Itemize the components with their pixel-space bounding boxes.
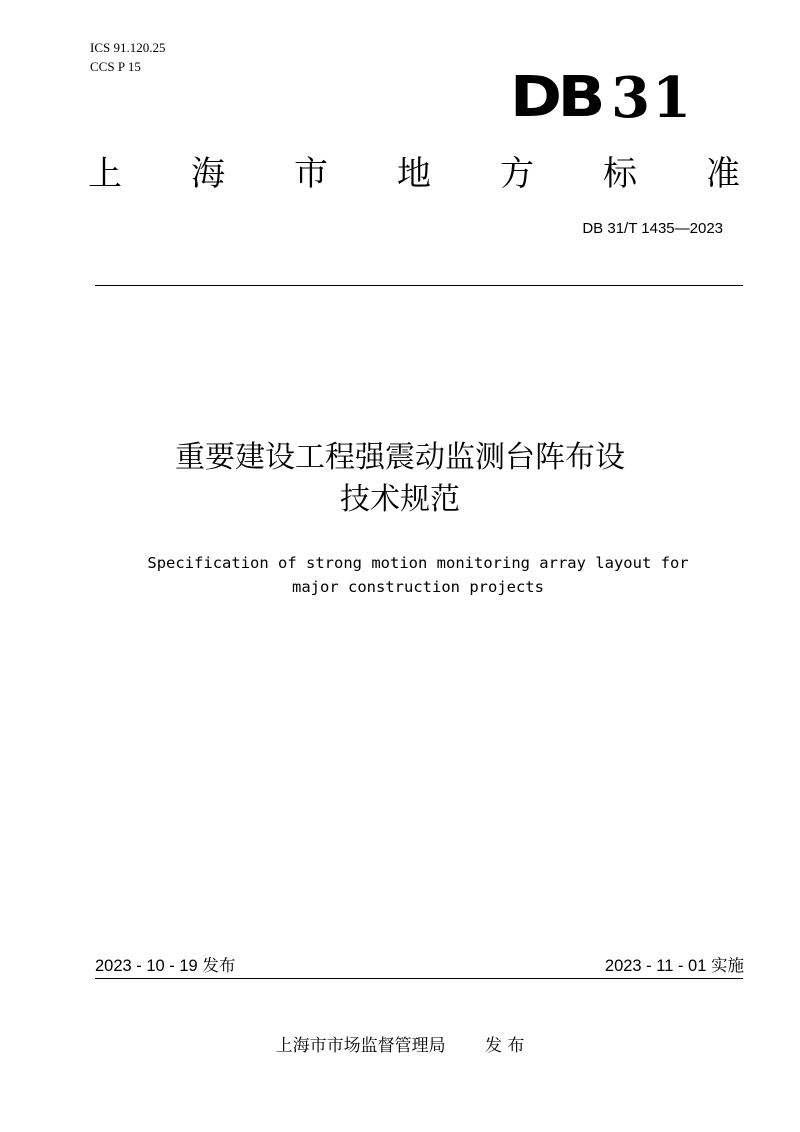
publish-label: 发 布 <box>485 1036 525 1056</box>
standard-type-char: 海 <box>191 154 225 194</box>
db31-logo <box>510 66 693 130</box>
bottom-divider <box>95 978 743 979</box>
top-divider <box>95 285 743 286</box>
standard-type-char: 上 <box>88 154 122 194</box>
standard-type-heading <box>88 150 740 198</box>
logo-digits: 31 <box>611 65 694 131</box>
title-line-1: 重要建设工程强震动监测台阵布设 <box>175 440 625 475</box>
standard-type-char: 标 <box>603 154 637 194</box>
title-line-2: 技术规范 <box>340 482 460 517</box>
logo-letters: DB <box>510 65 601 130</box>
standard-type-char: 市 <box>294 154 328 194</box>
classification-codes <box>90 38 165 76</box>
effective-date: 2023 - 11 - 01 实施 <box>604 957 744 975</box>
standard-number: DB 31/T 1435—2023 <box>582 220 723 237</box>
publish-date: 2023 - 10 - 19 发布 <box>95 957 236 975</box>
publisher-name: 上海市市场监督管理局 <box>275 1036 446 1056</box>
english-title-line-1: Specification of strong motion monitoring array layout for <box>147 554 689 572</box>
english-title <box>0 551 800 599</box>
document-title <box>0 437 800 521</box>
ccs-code: CCS P 15 <box>90 59 141 74</box>
english-title-line-2: major construction projects <box>292 578 544 596</box>
standard-type-char: 准 <box>706 154 740 194</box>
ics-code: ICS 91.120.25 <box>90 40 166 55</box>
publisher-line <box>0 1034 800 1058</box>
standard-type-char: 地 <box>397 154 431 194</box>
standard-type-char: 方 <box>500 154 534 194</box>
